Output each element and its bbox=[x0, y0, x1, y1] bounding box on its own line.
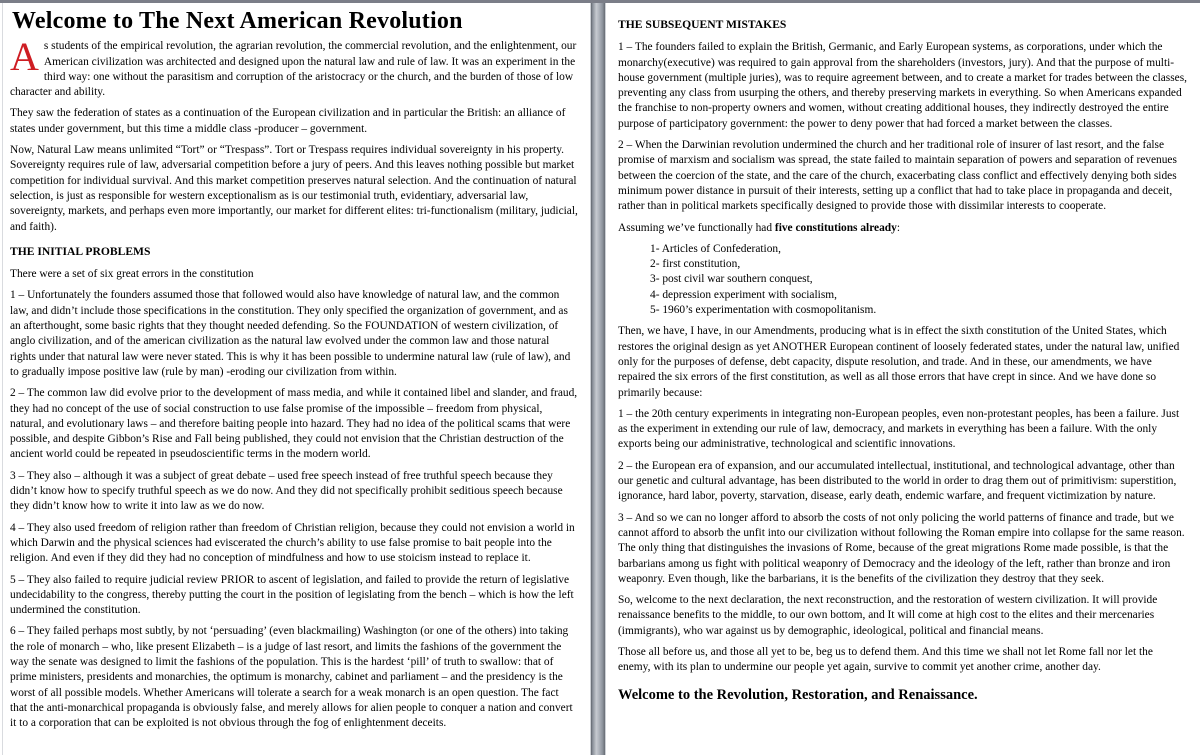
paragraph-natural-law: Now, Natural Law means unlimited “Tort” or “Trespass”. Tort or Trespass requires individual sovereignty in his property. Sovereignty requires rule of law, adversarial competition before a jury of peers. And this leaves nothing possible but market competition for individual survival. And this market competition preserves natural selection. And the continuation of natural selection, is just as responsible for western exceptionalism as is our testimonial truth, evidentiary, adversarial law, sovereignty, markets, and perhaps even more importantly, our market for different elites: tri-functionalism (military, judicial, and faith). bbox=[10, 144, 578, 233]
constitution-item-1: 1- Articles of Confederation, bbox=[650, 242, 781, 255]
error-paragraph-2: 2 – The common law did evolve prior to the development of mass media, and while it contained libel and slander, and fraud, they had no concept of the use of social construction to use false promise of the impossible – freedom from physical, natural, and evolutionary laws – and therefore baiting people into hazard. They had no idea of the political scams that were possible, and despite Gibbon’s Rise and Fall being published, they could not envision that the Christian destruction of the ancient world could be repeated in pseudoscientific terms in the modern world. bbox=[10, 387, 578, 461]
dropcap-letter: A bbox=[10, 34, 39, 80]
constitutions-list bbox=[650, 242, 1187, 318]
mistake-paragraph-1: 1 – The founders failed to explain the British, Germanic, and Early European systems, as corporations, under which the monarchy(executive) was required to gain approval from the shareholders (investors, jury). And that the purpose of multi-house government (multiple juries), was to require agreement between, and to create a market for trades between the classes, preventing any class from usurping the others, and thereby preserving markets in everything. So when Americans expanded the franchise to non-property owners and women, without creating additional houses, they indirectly destroyed the entire purpose of participatory government: the power to deny power that had forced a market between the classes. bbox=[618, 41, 1187, 130]
constitution-item-3: 3- post civil war southern conquest, bbox=[650, 273, 813, 286]
assumption-suffix: : bbox=[896, 221, 900, 234]
reason-paragraph-1: 1 – the 20th century experiments in integrating non-European peoples, even non-protestant peoples, has been a failure. Just as the experiment in extending our rule of law, democracy, and markets in everything has been a failure. With the only exports being our administrative, technological and scientific innovations. bbox=[618, 407, 1180, 451]
error-paragraph-3: 3 – They also – although it was a subject of great debate – used free speech instead of free truthful speech because they didn’t know how to specify truthful speech as we do now. And they did not specifically prohibit seditious speech because they didn’t know how to write it into law as we do now. bbox=[10, 469, 563, 513]
right-page-column bbox=[606, 3, 1200, 755]
constitution-item-5: 5- 1960’s experimentation with cosmopolitanism. bbox=[650, 304, 877, 317]
mistake-paragraph-2: 2 – When the Darwinian revolution undermined the church and her traditional role of insurer of last resort, and the false promise of marxism and socialism was spread, the state failed to maintain separation of powers and separation of revenues between the coercion of the state, and the care of the church, exacerbating class conflict and effectively denying both sides minimum power distance in pursuit of their interests, setting up a conflict that had to take place in propaganda and deceit, rather than in political markets specifically designed to provide those with dissimilar interests to cooperate. bbox=[618, 139, 1177, 213]
reason-paragraph-3: 3 – And so we can no longer afford to absorb the costs of not only policing the world patterns of finance and trade, but we cannot afford to absorb the unfit into our civilization without following the Roman empire into collapse for the same reason. The only thing that distinguishes the invasions of Rome, because of the great migrations Rome made possible, is that the barbarians among us fight with political weaponry of Democracy and the ideology of the left, rather than bronze and iron weaponry. Even though, like the barbarians, it is the benefits of the civilization they destroy that they seek. bbox=[618, 511, 1185, 585]
assumption-prefix: Assuming we’ve functionally had bbox=[618, 221, 775, 234]
constitution-item-4: 4- depression experiment with socialism, bbox=[650, 288, 837, 301]
intro-paragraph-text: s students of the empirical revolution, the agrarian revolution, the commercial revolution, and the enlightenment, our American civilization was architected and designed upon the natural law and rule of law. It was an experiment in the third way: one without the parasitism and corruption of the aristocracy or the church, and the burden of those of low character and ability. bbox=[10, 40, 577, 99]
final-welcome-line: Welcome to the Revolution, Restoration, and Renaissance. bbox=[618, 686, 978, 703]
assumption-paragraph bbox=[618, 221, 1187, 236]
intro-paragraph bbox=[10, 34, 578, 100]
page-title: Welcome to The Next American Revolution bbox=[12, 8, 463, 34]
top-border-line bbox=[0, 0, 1200, 3]
constitution-item-2: 2- first constitution, bbox=[650, 258, 741, 271]
reason-paragraph-2: 2 – the European era of expansion, and our accumulated intellectual, institutional, and technological advantage, other than our genetic and cultural advantage, has been distributed to the world in order to drag them out of primitivism: superstition, ignorance, hard labor, poverty, starvation, disease, early death, endemic warfare, and frequent victimization by nature. bbox=[618, 459, 1177, 503]
error-paragraph-1: 1 – Unfortunately the founders assumed those that followed would also have knowledge of natural law, and the common law, and didn’t include those specifications in the constitution. They only specified the organization of government, and as an afterthought, some basic rights that they thought needed defending. So the FOUNDATION of western civilization, of anglo civilization, and of the american civilization as the natural law evolved under the common law and those natural rights under that natural law were never stated. This is why it has been possible to undermine natural law (rule of law), and to gradually impose positive law (rule by man) -eroding our civilization from within. bbox=[10, 289, 571, 378]
page-divider bbox=[590, 3, 606, 755]
section-heading-initial-problems: THE INITIAL PROBLEMS bbox=[10, 244, 151, 258]
paragraph-federation: They saw the federation of states as a continuation of the European civilization and in particular the British: an alliance of states under government, but this time a middle class -producer – government. bbox=[10, 107, 566, 135]
error-paragraph-5: 5 – They also failed to require judicial review PRIOR to ascent of legislation, and failed to provide the return of legislative undecidability to the congress, thereby putting the court in the position of legislating from the bench – which is how the left undermined the constitution. bbox=[10, 573, 574, 617]
amendments-paragraph: Then, we have, I have, in our Amendments, producing what is in effect the sixth constitution of the United States, which restores the original design as yet ANOTHER European continent of loosely federated states, under the natural law, unified only for the purposes of defense, debt capacity, dispute resolution, and trade. And in these, our amendments, we have repaired the six errors of the first constitution, as well as all those errors that have crept in since. And we have done so primarily because: bbox=[618, 325, 1180, 399]
error-paragraph-4: 4 – They also used freedom of religion rather than freedom of Christian religion, because they could not envision a world in which Darwin and the physical sciences had eviscerated the church’s ability to use false promise to bait people into the religion. And even if they did they had no conception of mindfulness and how to use stoicism instead to replace it. bbox=[10, 521, 575, 565]
error-paragraph-6: 6 – They failed perhaps most subtly, by not ‘persuading’ (even blackmailing) Washington (or one of the others) into taking the role of monarch – who, like present Elizabeth – is a judge of last resort, and limits the fashions of the government the way the senate was designed to limit the fashions of the population. This is the hardest ‘pill’ of truth to swallow: that of prime ministers, presidents and monarchies, the optimum is monarchy, cabinet and parliament – and the presidency is the worst of all possible models. Whether Americans will tolerate a search for a weak monarch is an open question. The fact that the anti-monarchical propaganda is obviously false, and merely allows for alien people to conquer a nation and convert it to a corporation that can be exploited is not obvious through the fog of enlightenment deceits. bbox=[10, 625, 573, 730]
left-page-column bbox=[0, 3, 590, 755]
closing-paragraph-1: So, welcome to the next declaration, the next reconstruction, and the restoration of western civilization. It will provide renaissance benefits to the middle, to our own bottom, and It will come at high cost to the elites and their mercenaries (immigrants), who war against us by demographic, ideological, political and financial means. bbox=[618, 594, 1158, 637]
left-edge-line bbox=[2, 3, 3, 755]
section-heading-subsequent-mistakes: THE SUBSEQUENT MISTAKES bbox=[618, 18, 787, 31]
section-intro-line: There were a set of six great errors in the constitution bbox=[10, 268, 254, 281]
assumption-bold-phrase: five constitutions already bbox=[774, 221, 897, 234]
closing-paragraph-2: Those all before us, and those all yet to be, beg us to defend them. And this time we shall not let Rome fall nor let the enemy, with its plan to undermine our people yet again, survive to commit yet another crime, another day. bbox=[618, 645, 1153, 674]
